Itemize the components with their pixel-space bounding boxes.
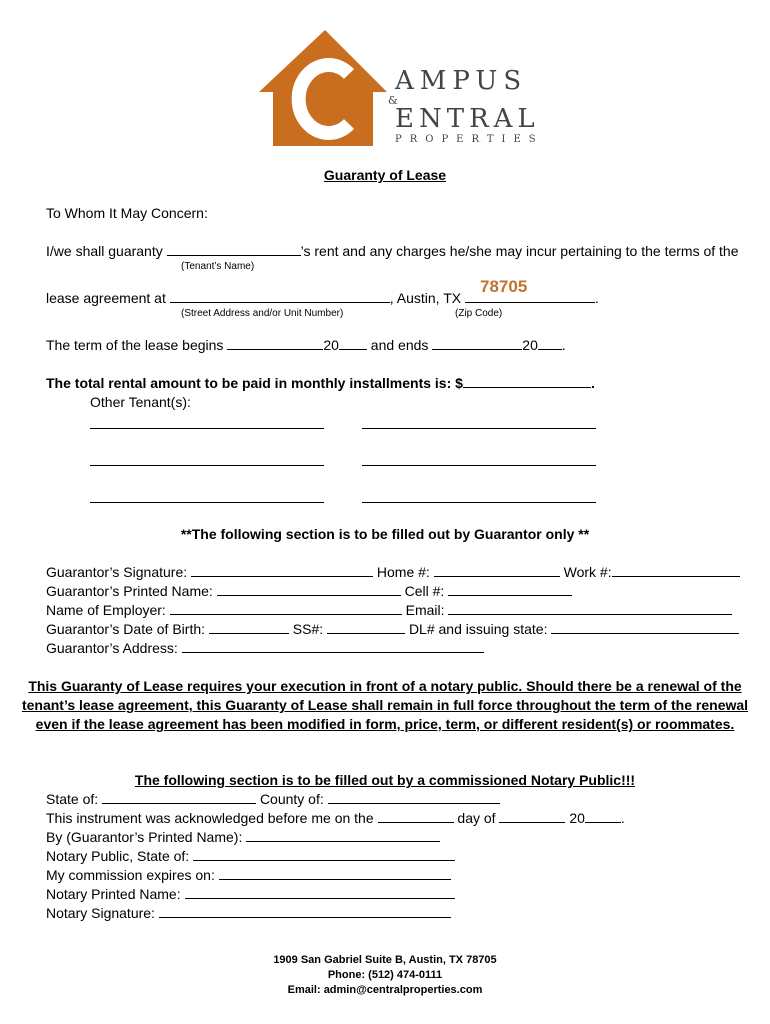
rental-text: The total rental amount to be paid in monthly installments is: $ (46, 375, 463, 391)
notary-by-label: By (Guarantor’s Printed Name): (46, 829, 243, 845)
notary-commission-label: My commission expires on: (46, 867, 215, 883)
notary-row-6 (46, 886, 455, 902)
begin-date-field[interactable] (227, 337, 323, 350)
logo-word-properties: PROPERTIES (395, 134, 544, 145)
lease-period: . (594, 290, 599, 306)
street-caption: (Street Address and/or Unit Number) (181, 308, 344, 319)
footer-email: Email: admin@centralproperties.com (287, 984, 483, 996)
guarantor-signature-label: Guarantor’s Signature: (46, 564, 188, 580)
notice-line-3: even if the lease agreement has been modified in form, price, term, or different resident(s) or roommates. (35, 716, 735, 732)
company-logo (255, 28, 544, 150)
dl-label: DL# and issuing state: (408, 621, 548, 637)
notary-signature-label: Notary Signature: (46, 905, 155, 921)
other-tenants-label: Other Tenant(s): (90, 394, 191, 410)
other-tenant-field-1[interactable] (90, 428, 324, 429)
notice-line-1: This Guaranty of Lease requires your execution in front of a notary public. Should there be a renewal of the (28, 678, 742, 694)
notary-county-field[interactable] (328, 791, 500, 804)
notice-line-2: tenant’s lease agreement, this Guaranty of Lease shall remain in full force throughout the term of the renewal (21, 697, 749, 713)
guarantor-row-5 (46, 640, 484, 656)
other-tenant-field-2[interactable] (362, 428, 596, 429)
footer-address: 1909 San Gabriel Suite B, Austin, TX 78705 (273, 954, 497, 966)
rental-line (46, 375, 595, 391)
notary-year-label: 20 (569, 810, 585, 826)
notary-ack-date-field[interactable] (378, 810, 454, 823)
home-phone-field[interactable] (434, 564, 560, 577)
other-tenant-field-4[interactable] (362, 465, 596, 466)
logo-ampersand: & (388, 94, 398, 107)
work-phone-label: Work #: (563, 564, 612, 580)
other-tenant-field-3[interactable] (90, 465, 324, 466)
ssn-label: SS#: (292, 621, 324, 637)
dob-label: Guarantor’s Date of Birth: (46, 621, 206, 637)
term-year2: 20 (522, 337, 538, 353)
notary-row-7 (46, 905, 451, 921)
other-tenant-field-6[interactable] (362, 502, 596, 503)
notary-day-of-label: day of (457, 810, 496, 826)
guarantor-section-heading: **The following section is to be filled out by Guarantor only ** (180, 526, 590, 542)
lease-prefix: lease agreement at (46, 290, 166, 306)
notary-period: . (620, 810, 625, 826)
guarantor-row-1 (46, 564, 740, 580)
notary-month-field[interactable] (499, 810, 565, 823)
guarantor-address-label: Guarantor’s Address: (46, 640, 178, 656)
guarantor-printed-name-label: Guarantor’s Printed Name: (46, 583, 213, 599)
guaranty-prefix: I/we shall guaranty (46, 243, 163, 259)
guarantor-row-4 (46, 621, 739, 637)
term-ends: and ends (370, 337, 429, 353)
notary-state-label: State of: (46, 791, 99, 807)
cell-phone-field[interactable] (448, 583, 572, 596)
notary-row-1 (46, 791, 500, 807)
notary-state-field[interactable] (102, 791, 256, 804)
notary-printed-name-label: Notary Printed Name: (46, 886, 181, 902)
street-address-field[interactable] (170, 290, 390, 303)
home-phone-label: Home #: (376, 564, 430, 580)
notary-public-state-label: Notary Public, State of: (46, 848, 190, 864)
guarantor-row-3 (46, 602, 732, 618)
notary-row-5 (46, 867, 451, 883)
logo-word-entral: ENTRAL (395, 104, 540, 134)
dob-field[interactable] (209, 621, 289, 634)
guaranty-line (46, 243, 739, 259)
tenant-name-field[interactable] (167, 243, 301, 256)
notary-ack-label: This instrument was acknowledged before me on the (46, 810, 374, 826)
zip-code-value: 78705 (480, 277, 528, 296)
work-phone-field[interactable] (612, 564, 740, 577)
term-line (46, 337, 566, 353)
salutation: To Whom It May Concern: (46, 205, 208, 221)
guaranty-suffix: ’s rent and any charges he/she may incur pertaining to the terms of the (300, 243, 739, 259)
notary-printed-name-field[interactable] (185, 886, 455, 899)
employer-label: Name of Employer: (46, 602, 166, 618)
footer-phone: Phone: (512) 474-0111 (327, 969, 443, 981)
email-field[interactable] (448, 602, 732, 615)
tenant-name-caption: (Tenant’s Name) (181, 261, 255, 272)
email-label: Email: (405, 602, 445, 618)
page-title: Guaranty of Lease (323, 167, 447, 183)
notary-year-field[interactable] (585, 810, 621, 823)
term-year: 20 (323, 337, 339, 353)
notary-row-2 (46, 810, 625, 826)
term-period: . (561, 337, 566, 353)
house-icon (255, 28, 395, 150)
lease-city: , Austin, TX (389, 290, 462, 306)
dl-field[interactable] (551, 621, 739, 634)
cell-phone-label: Cell #: (404, 583, 445, 599)
zip-caption: (Zip Code) (455, 308, 503, 319)
other-tenant-field-5[interactable] (90, 502, 324, 503)
end-date-field[interactable] (432, 337, 522, 350)
notary-public-state-field[interactable] (193, 848, 455, 861)
notary-by-field[interactable] (246, 829, 440, 842)
notary-county-label: County of: (259, 791, 324, 807)
guarantor-printed-name-field[interactable] (217, 583, 401, 596)
end-year-field[interactable] (538, 337, 562, 350)
rental-amount-field[interactable] (463, 375, 591, 388)
employer-field[interactable] (170, 602, 402, 615)
notary-signature-field[interactable] (159, 905, 451, 918)
guarantor-address-field[interactable] (182, 640, 484, 653)
notary-commission-field[interactable] (219, 867, 451, 880)
notary-row-3 (46, 829, 440, 845)
notary-section-heading: The following section is to be filled out by a commissioned Notary Public!!! (134, 772, 636, 788)
term-prefix: The term of the lease begins (46, 337, 224, 353)
notary-row-4 (46, 848, 455, 864)
rental-period: . (590, 375, 595, 391)
guarantor-signature-field[interactable] (191, 564, 373, 577)
logo-word-ampus: AMPUS (395, 66, 528, 96)
ssn-field[interactable] (327, 621, 405, 634)
guarantor-row-2 (46, 583, 572, 599)
begin-year-field[interactable] (339, 337, 367, 350)
